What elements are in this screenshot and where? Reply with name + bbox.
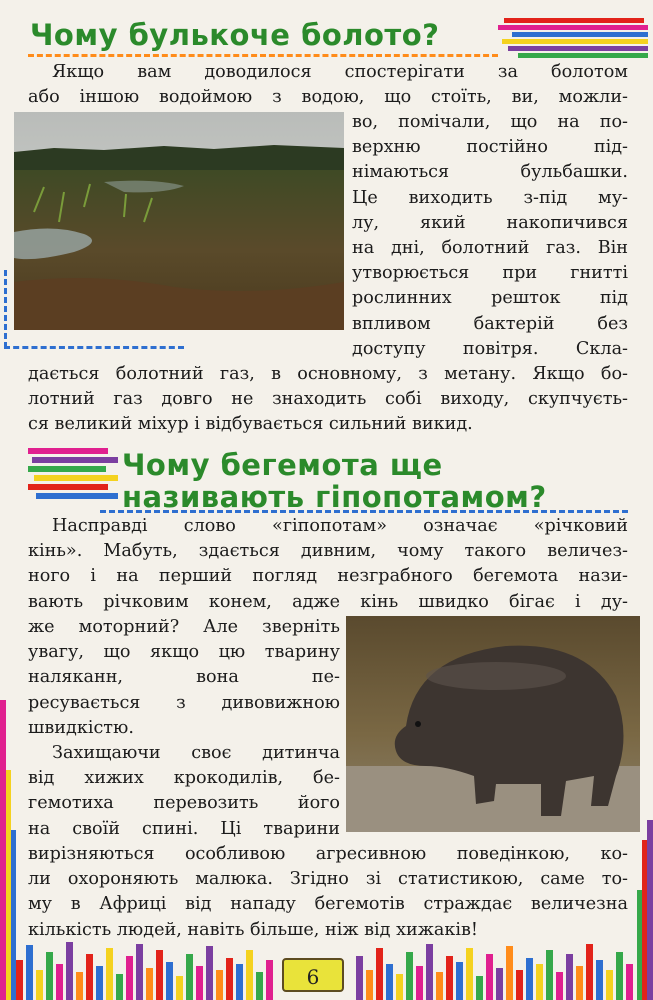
text-line: ного і на перший погляд незграбного бегемота нази- bbox=[28, 566, 628, 587]
text-line: Насправді слово «гіпопотам» означає «річковий bbox=[52, 516, 628, 536]
text-line: Це виходить з-під му- bbox=[352, 187, 628, 208]
swamp-photo bbox=[14, 112, 344, 330]
text-line: Захищаючи своє дитинча bbox=[52, 743, 340, 764]
section1-text-wrap bbox=[352, 110, 628, 362]
section1-title: Чому булькоче болото? bbox=[30, 18, 440, 52]
text-line: ся великий міхур і відбувається сильний викид. bbox=[28, 414, 473, 435]
text-line: на своїй спині. Ці тварини bbox=[28, 818, 340, 839]
photo-frame-bottom bbox=[4, 346, 184, 349]
section2-text bbox=[28, 514, 628, 615]
text-line: доступу повітря. Скла- bbox=[352, 338, 628, 359]
text-line: ли охороняють малюка. Згідно зі статистикою, саме то- bbox=[28, 869, 628, 890]
text-line: від хижих крокодилів, бе- bbox=[28, 768, 340, 789]
text-line: Якщо вам доводилося спостерігати за болотом bbox=[52, 62, 628, 82]
hippo-photo bbox=[346, 616, 640, 832]
text-line: дається болотний газ, в основному, з метану. Якщо бо- bbox=[28, 364, 628, 384]
section2-underline bbox=[100, 510, 628, 513]
left-edge-bars bbox=[0, 700, 16, 1000]
text-line: му в Африці від нападу бегемотів страждає величезна bbox=[28, 894, 628, 915]
text-line: утворюється при гнитті bbox=[352, 263, 628, 284]
text-line: на дні, болотний газ. Він bbox=[352, 238, 628, 259]
text-line: впливом бактерій без bbox=[352, 313, 628, 334]
header-stripes-right bbox=[498, 18, 648, 60]
text-line: німаються бульбашки. bbox=[352, 162, 628, 183]
text-line bbox=[28, 665, 340, 690]
text-line: вають річковим конем, адже кінь швидко бігає і ду- bbox=[28, 591, 628, 612]
section2-title-line1: Чому бегемота ще bbox=[122, 448, 443, 482]
text-line: лу, який накопичився bbox=[352, 212, 628, 233]
section2-text-wrap bbox=[28, 615, 340, 842]
section2-text-bottom bbox=[28, 842, 628, 943]
text-line: гемотиха перевозить його bbox=[28, 793, 340, 814]
text-line: кінь». Мабуть, здається дивним, чому такого величез- bbox=[28, 541, 628, 562]
text-line: же моторний? Але зверніть bbox=[28, 617, 340, 637]
text-line: лотний газ довго не знаходить собі виходу, скупчуєть- bbox=[28, 389, 628, 410]
right-edge-bars bbox=[637, 820, 653, 1000]
text-fragment: наляканн, вона пе- bbox=[28, 667, 340, 688]
header-stripes-left bbox=[28, 448, 120, 508]
text-line: кількість людей, навіть більше, ніж від хижаків! bbox=[28, 919, 478, 940]
page-number: 6 bbox=[282, 958, 344, 992]
text-line: рослинних решток під bbox=[352, 288, 628, 309]
text-line: во, помічали, що на по- bbox=[352, 112, 628, 132]
text-line: або іншою водоймою з водою, що стоїть, ви, можли- bbox=[28, 87, 628, 108]
section1-text-bottom bbox=[28, 362, 628, 438]
text-line: ресувається з дивовижною bbox=[28, 692, 340, 713]
section1-text bbox=[28, 60, 628, 110]
photo-frame-left bbox=[4, 270, 7, 348]
text-line: швидкістю. bbox=[28, 717, 134, 738]
text-line: верхню постійно під- bbox=[352, 137, 628, 158]
section2-title-line2: називають гіпопотамом? bbox=[122, 480, 547, 514]
title-underline bbox=[28, 54, 498, 57]
text-line: увагу, що якщо цю тварину bbox=[28, 642, 340, 663]
text-line: вирізняються особливою агресивною поведінкою, ко- bbox=[28, 844, 628, 864]
